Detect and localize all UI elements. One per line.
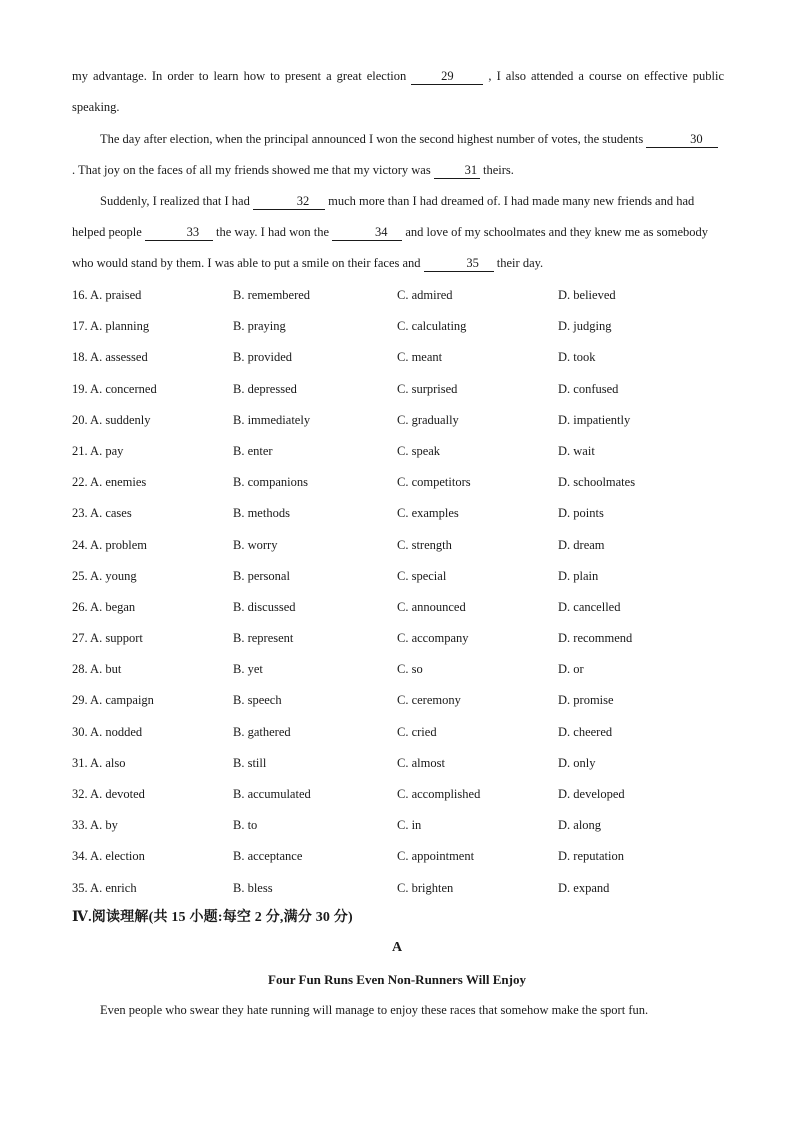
question-row	[72, 374, 732, 405]
paragraph-text: The day after election, when the principal announced I won the second highest number of votes, the students	[100, 132, 647, 146]
option-d: D. impatiently	[558, 412, 631, 427]
option-a: 29. A. campaign	[72, 693, 154, 708]
option-c: C. calculating	[397, 319, 467, 334]
option-b: B. depressed	[233, 381, 297, 396]
passage-intro: Even people who swear they hate running will manage to enjoy these races that somehow make the sport fun.	[100, 1003, 649, 1017]
option-c: C. competitors	[397, 475, 471, 490]
question-row	[72, 530, 732, 561]
paragraph-text: their day.	[493, 256, 544, 271]
question-row	[72, 498, 732, 529]
option-d: D. wait	[558, 443, 595, 458]
option-b: B. worry	[233, 537, 278, 552]
passage-title: Four Fun Runs Even Non-Runners Will Enjoy	[268, 972, 526, 987]
blank-35: 35	[424, 256, 494, 272]
option-d: D. cheered	[558, 724, 613, 739]
option-d: D. points	[558, 506, 604, 521]
paragraph-text: Suddenly, I realized that I had	[100, 194, 253, 208]
paragraph-3	[72, 186, 724, 280]
paragraph-text: theirs.	[479, 163, 514, 178]
paragraph-text: much more than I had dreamed of. I had made many new friends and had helped people	[72, 194, 695, 240]
option-d: D. expand	[558, 880, 610, 895]
option-b: B. remembered	[233, 288, 311, 302]
option-a: 35. A. enrich	[72, 880, 137, 895]
option-d: D. developed	[558, 787, 625, 801]
option-d: D. or	[558, 662, 584, 677]
option-d: D. promise	[558, 693, 614, 708]
option-d: D. cancelled	[558, 599, 621, 614]
blank-33: 33	[145, 225, 213, 241]
blank-32: 32	[253, 194, 325, 210]
option-d: D. plain	[558, 568, 599, 583]
option-d: D. recommend	[558, 631, 633, 646]
question-row	[72, 717, 732, 748]
option-d: D. only	[558, 755, 596, 770]
question-row	[72, 623, 732, 654]
option-c: C. meant	[397, 350, 443, 365]
option-b: B. bless	[233, 880, 273, 895]
option-b: B. still	[233, 755, 267, 770]
option-b: B. discussed	[233, 599, 296, 614]
option-d: D. dream	[558, 537, 605, 552]
option-c: C. strength	[397, 537, 452, 552]
option-c: C. brighten	[397, 880, 454, 895]
question-row	[72, 280, 732, 311]
section-heading: Ⅳ.阅读理解(共 15 小题:每空 2 分,满分 30 分)	[72, 910, 353, 925]
option-c: C. in	[397, 818, 422, 833]
paragraph-text: , I also attended a course on effective public speaking.	[72, 69, 725, 115]
option-a: 17. A. planning	[72, 319, 150, 334]
option-d: D. judging	[558, 319, 612, 334]
question-row	[72, 810, 732, 841]
option-c: C. speak	[397, 443, 441, 458]
blank-34: 34	[332, 225, 402, 241]
question-row	[72, 685, 732, 716]
option-b: B. enter	[233, 443, 273, 458]
option-c: C. gradually	[397, 412, 459, 427]
option-c: C. examples	[397, 506, 459, 521]
option-b: B. yet	[233, 662, 263, 677]
option-a: 27. A. support	[72, 631, 143, 646]
paragraph-text: and love of my schoolmates and they knew me as somebody who would stand by them. I was able to put a smile on their faces and	[72, 225, 709, 271]
option-c: C. ceremony	[397, 693, 461, 708]
option-a: 22. A. enemies	[72, 475, 147, 490]
option-c: C. accompany	[397, 631, 469, 646]
blank-31: 31	[434, 163, 480, 179]
option-a: 26. A. began	[72, 599, 136, 614]
option-c: C. announced	[397, 599, 466, 614]
question-row	[72, 405, 732, 436]
option-b: B. provided	[233, 350, 293, 365]
option-c: C. surprised	[397, 381, 458, 396]
option-b: B. praying	[233, 319, 286, 334]
option-b: B. speech	[233, 693, 282, 708]
question-row	[72, 748, 732, 779]
paragraph-text: my advantage. In order to learn how to present a great election	[72, 69, 407, 83]
option-a: 16. A. praised	[72, 288, 142, 302]
paragraph-1	[72, 61, 724, 123]
option-b: B. companions	[233, 475, 308, 490]
option-a: 18. A. assessed	[72, 350, 148, 365]
option-b: B. personal	[233, 568, 290, 583]
option-a: 30. A. nodded	[72, 724, 143, 739]
option-b: B. to	[233, 818, 258, 833]
option-c: C. accomplished	[397, 787, 481, 801]
question-row	[72, 561, 732, 592]
option-b: B. acceptance	[233, 849, 303, 864]
option-c: C. special	[397, 568, 447, 583]
paragraph-text: . That joy on the faces of all my friends showed me that my victory was	[72, 163, 434, 178]
option-b: B. accumulated	[233, 787, 311, 801]
option-a: 20. A. suddenly	[72, 412, 151, 427]
option-a: 21. A. pay	[72, 443, 124, 458]
option-b: B. represent	[233, 631, 294, 646]
question-row	[72, 779, 732, 810]
option-b: B. immediately	[233, 412, 311, 427]
question-row	[72, 654, 732, 685]
option-a: 24. A. problem	[72, 537, 147, 552]
answer-options	[72, 280, 732, 904]
option-a: 23. A. cases	[72, 506, 132, 521]
option-b: B. methods	[233, 506, 290, 521]
option-a: 32. A. devoted	[72, 787, 145, 801]
question-row	[72, 467, 732, 498]
question-row	[72, 873, 732, 904]
option-c: C. almost	[397, 755, 445, 770]
option-a: 33. A. by	[72, 818, 118, 833]
blank-30: 30	[646, 132, 718, 148]
option-d: D. confused	[558, 381, 619, 396]
question-row	[72, 436, 732, 467]
question-row	[72, 342, 732, 373]
question-row	[72, 592, 732, 623]
blank-29: 29	[411, 69, 483, 85]
option-d: D. along	[558, 818, 602, 833]
option-a: 19. A. concerned	[72, 381, 157, 396]
option-d: D. schoolmates	[558, 475, 636, 490]
option-a: 31. A. also	[72, 755, 126, 770]
paragraph-2	[72, 124, 724, 186]
option-d: D. reputation	[558, 849, 624, 864]
option-c: C. admired	[397, 288, 453, 302]
option-c: C. so	[397, 662, 423, 677]
option-d: D. took	[558, 350, 596, 365]
option-b: B. gathered	[233, 724, 291, 739]
paragraph-text: the way. I had won the	[212, 225, 333, 240]
option-d: D. believed	[558, 288, 616, 302]
question-row	[72, 841, 732, 872]
option-c: C. cried	[397, 724, 437, 739]
option-c: C. appointment	[397, 849, 475, 864]
option-a: 25. A. young	[72, 568, 137, 583]
option-a: 28. A. but	[72, 662, 122, 677]
option-a: 34. A. election	[72, 849, 145, 864]
passage-letter: A	[391, 940, 403, 955]
question-row	[72, 311, 732, 342]
